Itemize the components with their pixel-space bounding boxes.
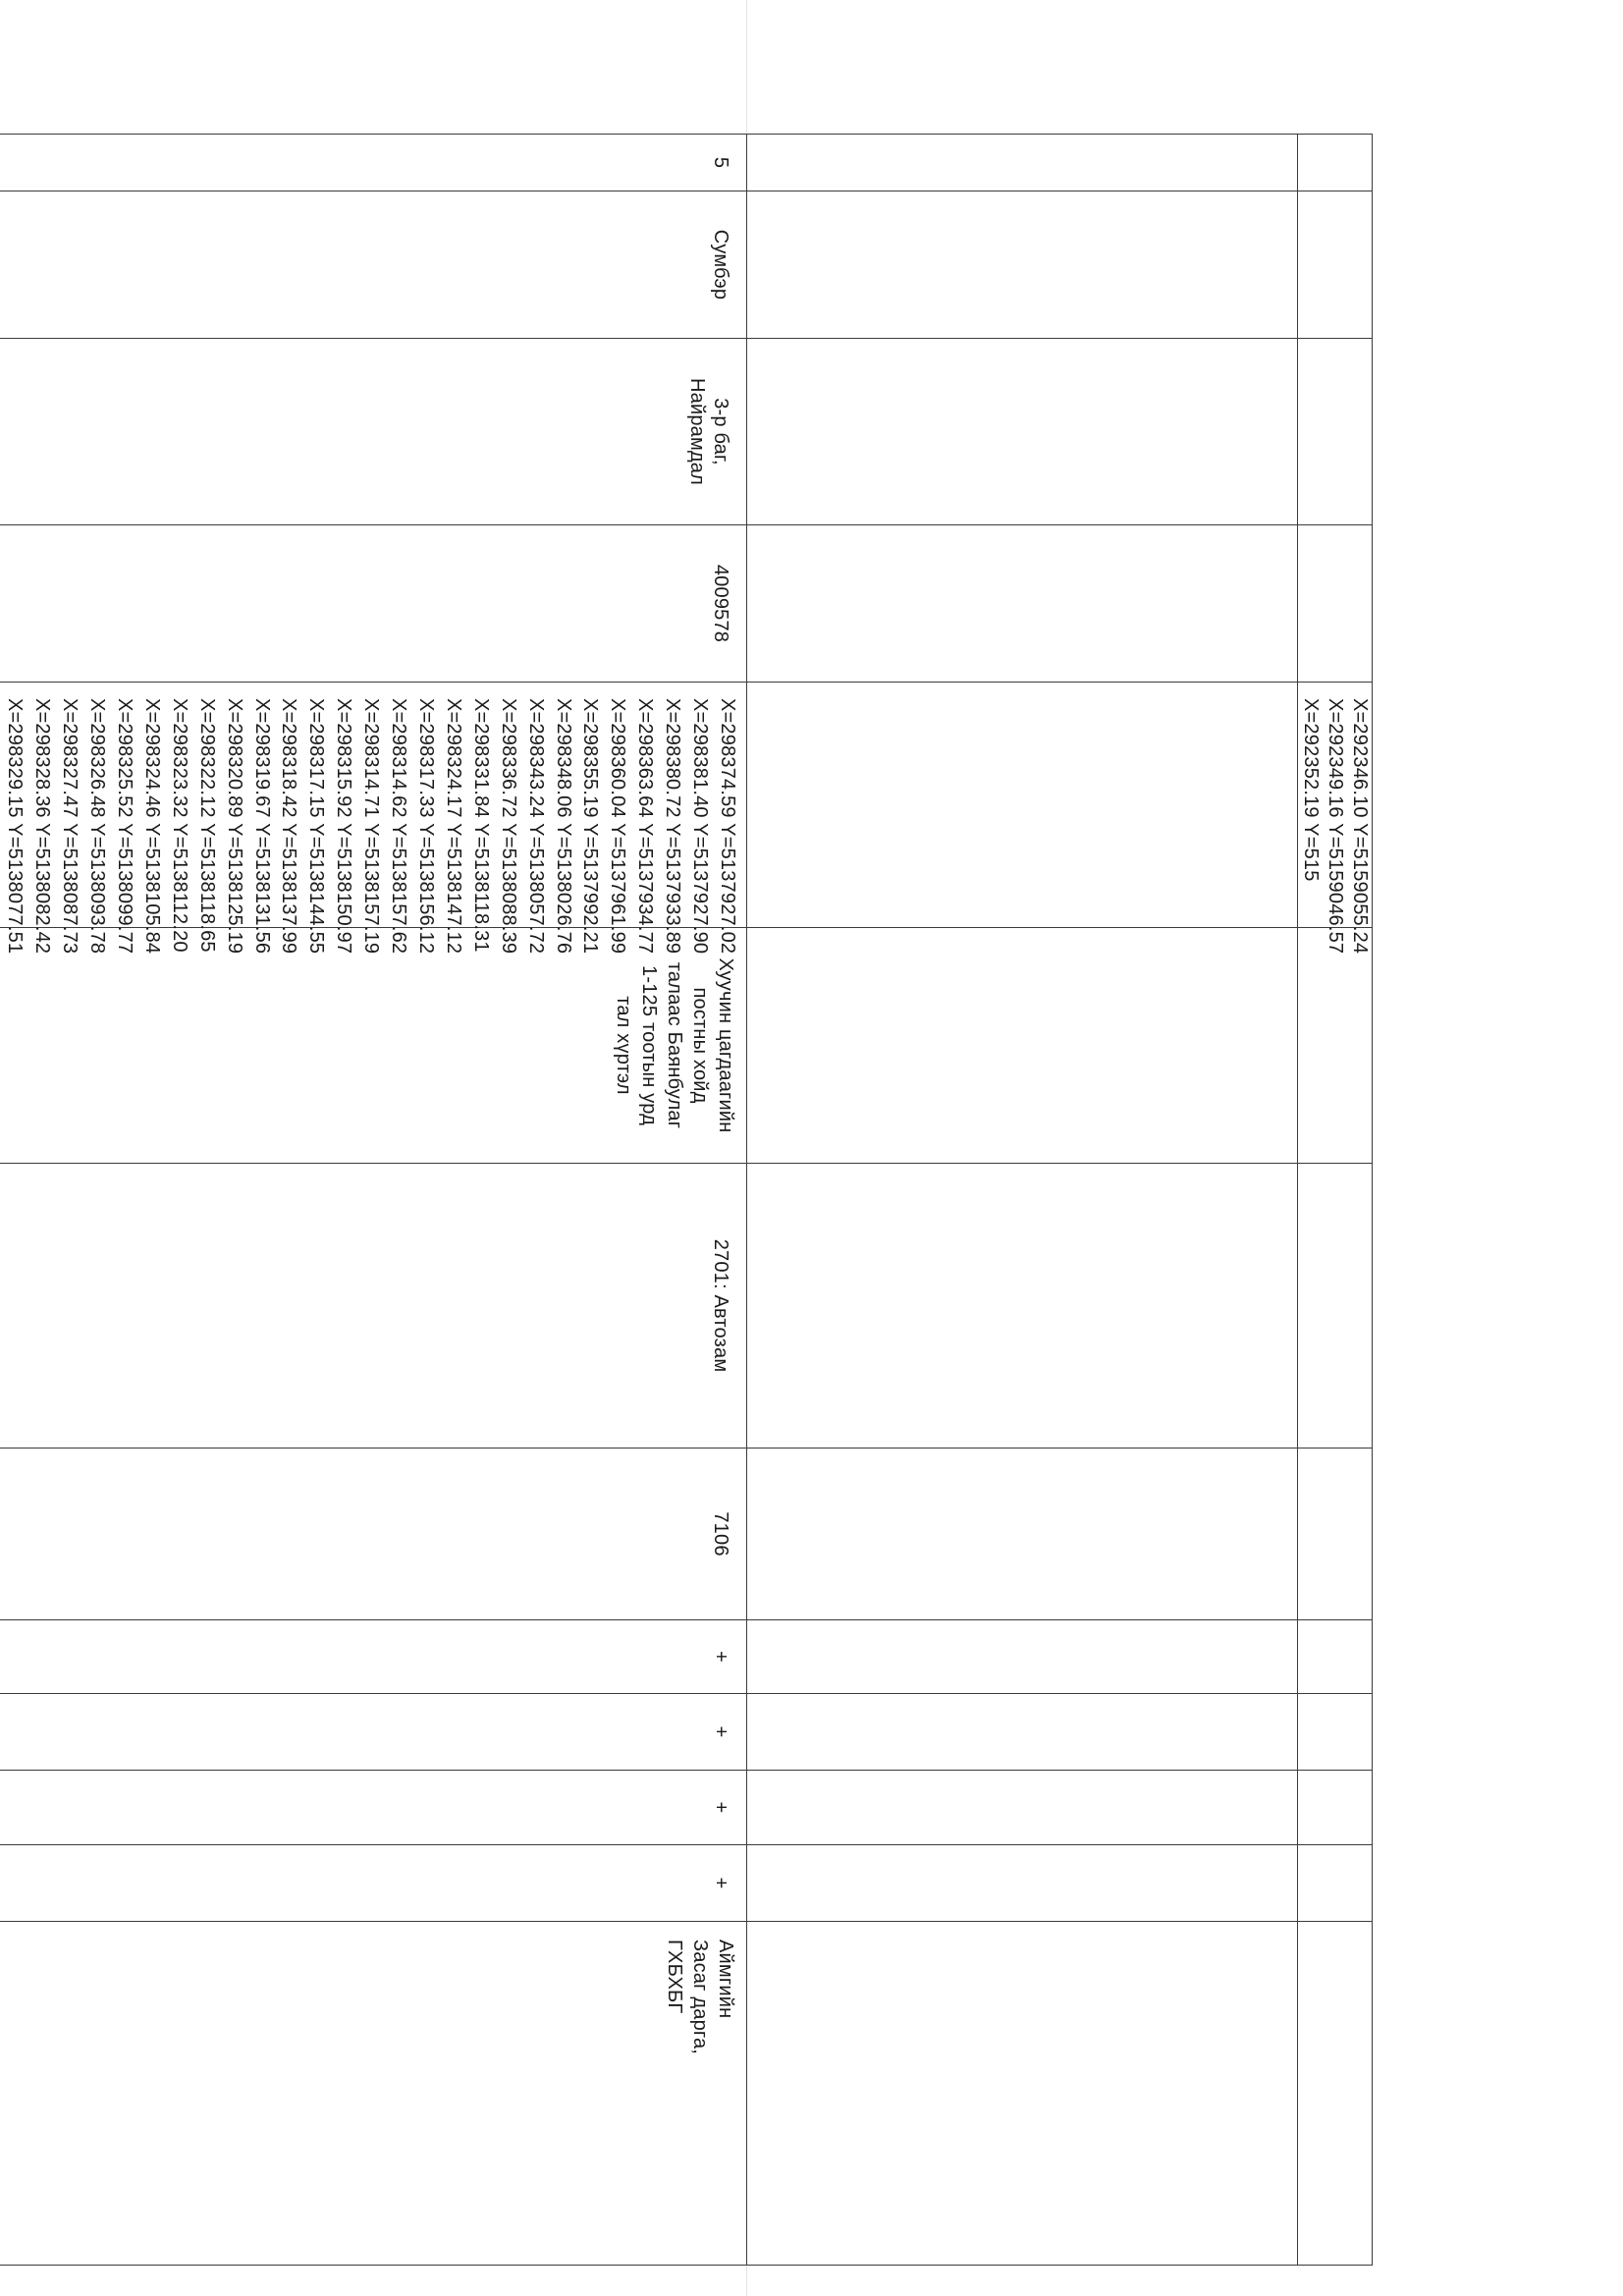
- table-row: [0, 135, 747, 2266]
- row-number-cell: [0, 135, 747, 191]
- plus-mark: +: [710, 1725, 731, 1738]
- authority-line: Аймгийн: [715, 1940, 736, 2019]
- rotated-table-sheet: [4, 134, 1373, 2265]
- land-use-code: 2701: Автозам: [710, 1238, 731, 1373]
- sum-cell: [0, 191, 747, 339]
- parcel-code: 4009578: [710, 564, 731, 643]
- parcel-code-cell: [0, 525, 747, 683]
- coordinate-line: X=298348.06 Y=5138026.76: [552, 698, 574, 955]
- location-description-cell: [0, 928, 747, 1164]
- authority-cell: [0, 1922, 747, 2266]
- coordinate-line: X=298315.92 Y=5138150.97: [333, 698, 355, 955]
- coordinate-line: X=298363.64 Y=5137934.77: [634, 698, 657, 955]
- coordinate-line: X=298318.42 Y=5138137.99: [278, 698, 300, 955]
- continuation-coordinate-list: [1298, 683, 1372, 955]
- coordinate-line: X=298322.12 Y=5138118.65: [195, 698, 218, 953]
- area-value: 7106: [710, 1511, 731, 1557]
- continuation-coordinates-cell: [1298, 683, 1373, 955]
- coordinate-line: X=298325.52 Y=5138099.77: [114, 698, 136, 955]
- coordinate-line: X=298314.71 Y=5138157.19: [360, 698, 383, 955]
- coordinate-line: X=298319.67 Y=5138131.56: [250, 698, 273, 955]
- location-line: постны хойд: [689, 987, 711, 1104]
- authority-line: ГХБХБГ: [664, 1940, 685, 2014]
- coordinate-line: X=298329.15 Y=5138077.51: [4, 698, 27, 955]
- coordinate-list: [0, 683, 746, 955]
- coordinate-line: X=298317.33 Y=5138156.12: [415, 698, 438, 955]
- coordinates-cell: [0, 683, 747, 955]
- plus-mark: +: [710, 1801, 731, 1814]
- coordinate-line: X=298328.36 Y=5138082.42: [31, 698, 54, 955]
- authority-line: Засаг дарга,: [689, 1940, 711, 2055]
- continuation-row: [1298, 135, 1373, 2266]
- coordinate-line: X=298323.32 Y=5138112.20: [168, 698, 190, 953]
- bag-name-line1: 3-р баг,: [710, 398, 731, 465]
- coordinate-line: X=298317.15 Y=5138144.55: [305, 698, 328, 955]
- coordinate-line: X=298314.62 Y=5138157.62: [388, 698, 410, 955]
- mark-cell: [0, 1694, 747, 1771]
- sum-name: Сумбэр: [710, 229, 731, 301]
- coordinate-line: X=298360.04 Y=5137961.99: [607, 698, 629, 955]
- coordinate-line: X=298324.46 Y=5138105.84: [140, 698, 163, 955]
- row-number: 5: [710, 156, 731, 169]
- area-cell: [0, 1449, 747, 1620]
- coordinate-line: X=292346.10 Y=5159055.24: [1349, 698, 1371, 955]
- land-use-cell: [0, 1164, 747, 1449]
- location-line: тал хүртэл: [613, 996, 634, 1095]
- coordinate-line: [0, 698, 1, 927]
- coordinate-line: X=298324.17 Y=5138147.12: [442, 698, 464, 955]
- coordinate-line: X=298331.84 Y=5138118.31: [469, 698, 492, 953]
- coordinate-line: X=292352.19 Y=515: [1300, 698, 1322, 882]
- land-register-table: [0, 134, 1373, 2266]
- coordinate-line: X=298336.72 Y=5138088.39: [497, 698, 519, 955]
- plus-mark: +: [710, 1651, 731, 1663]
- coordinate-line: X=292349.16 Y=5159046.57: [1325, 698, 1346, 955]
- coordinate-line: X=298381.40 Y=5137927.90: [689, 698, 712, 955]
- mark-cell: [0, 1620, 747, 1694]
- coordinate-line: X=298320.89 Y=5138125.19: [223, 698, 245, 955]
- coordinate-line: X=298374.59 Y=5137927.02: [717, 698, 738, 955]
- mark-cell: [0, 1771, 747, 1845]
- coordinate-line: X=298355.19 Y=5137992.21: [579, 698, 602, 955]
- coordinate-line: X=298327.47 Y=5138087.73: [59, 698, 81, 955]
- coordinate-line: X=298326.48 Y=5138093.78: [86, 698, 109, 955]
- plus-mark: +: [710, 1877, 731, 1889]
- blank-row: [747, 135, 1298, 2266]
- coordinate-line: X=298380.72 Y=5137933.89: [662, 698, 684, 955]
- coordinate-line: X=298343.24 Y=5138057.72: [524, 698, 547, 955]
- bag-name-line2: Найрамдал: [686, 378, 708, 485]
- location-line: Хуучин цагдаагийн: [715, 957, 736, 1133]
- mark-cell: [0, 1845, 747, 1922]
- location-line: 1-125 тоотын урд: [638, 965, 660, 1125]
- bag-cell: [0, 339, 747, 525]
- location-line: талаас Баянбулаг: [664, 961, 685, 1129]
